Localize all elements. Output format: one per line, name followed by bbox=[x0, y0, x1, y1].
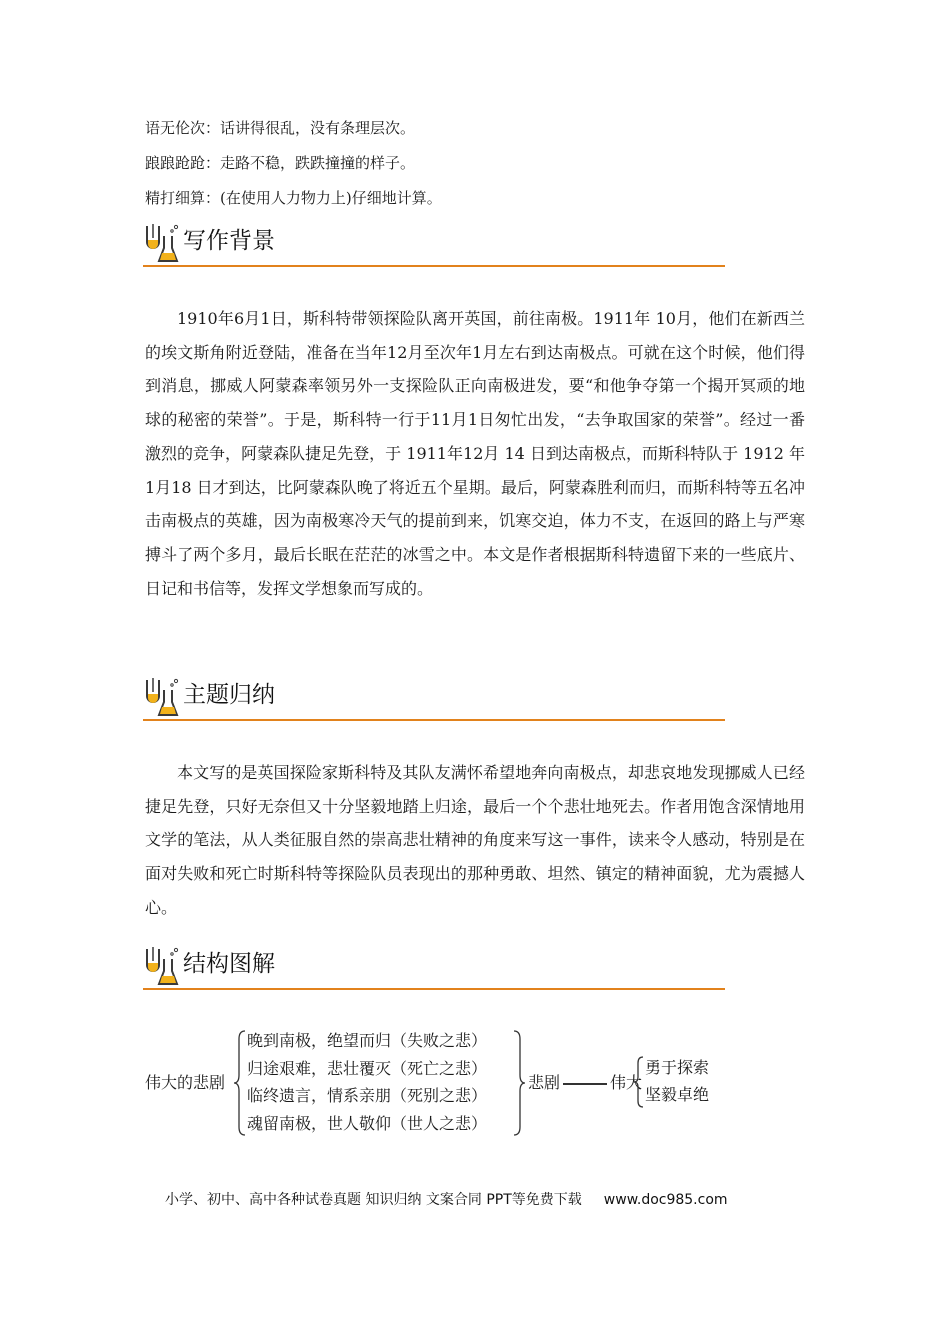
section-header-background bbox=[143, 222, 725, 266]
definitions-list bbox=[145, 118, 805, 223]
dash-connector bbox=[563, 1083, 607, 1085]
diagram-item: 临终遗言，情系亲朋（死别之悲） bbox=[247, 1086, 488, 1105]
definition-item: 踉踉跄跄：走路不稳，跌跌撞撞的样子。 bbox=[145, 154, 416, 172]
diagram-item: 魂留南极，世人敬仰（世人之悲） bbox=[247, 1113, 488, 1133]
diagram-root-label: 伟大的悲剧 bbox=[145, 1073, 226, 1092]
chemistry-flask-icon bbox=[143, 222, 181, 266]
diagram-item: 归途艰难，悲壮覆灭（死亡之悲） bbox=[247, 1058, 488, 1078]
diagram-right-items bbox=[645, 1054, 709, 1108]
footer-url[interactable]: www.doc985.com bbox=[603, 1192, 728, 1208]
section-title: 写作背景 bbox=[183, 228, 275, 254]
section-header-theme bbox=[143, 676, 725, 720]
theme-paragraph: 本文写的是英国探险家斯科特及其队友满怀希望地奔向南极点，却悲哀地发现挪威人已经捷足先登，只好无奈但又十分坚毅地踏上归途，最后一个个悲壮地死去。作者用饱含深情地用文学的笔法，从人类征服自然的崇高悲壮精神的角度来写这一事件，读来令人感动，特别是在面对失败和死亡时斯科特等探险队员表现出的那种勇敢、坦然、镇定的精神面貌，尤为震撼人心。 bbox=[145, 763, 805, 917]
footer-text: 小学、初中、高中各种试卷真题 知识归纳 文案合同 PPT等免费下载 bbox=[165, 1192, 582, 1208]
chemistry-flask-icon bbox=[143, 676, 181, 720]
diagram-right-item: 坚毅卓绝 bbox=[645, 1085, 710, 1104]
definition-item: 精打细算：(在使用人力物力上)仔细地计算。 bbox=[145, 189, 442, 207]
diagram-right-item: 勇于探索 bbox=[645, 1058, 710, 1077]
left-brace bbox=[233, 1029, 247, 1137]
section-divider bbox=[143, 265, 725, 267]
background-paragraph: 1910年6月1日，斯科特带领探险队离开英国，前往南极。1911年 10月，他们在新西兰的埃文斯角附近登陆，准备在当年12月至次年1月左右到达南极点。可就在这个时候，他们得到消息，挪威人阿蒙森率领另外一支探险队正向南极进发，要“和他争夺第一个揭开冥顽的地球的秘密的荣誉”。于是，斯科特一行于11月1日匆忙出发，“去争取国家的荣誉”。经过一番激烈的竞争，阿蒙森队捷足先登，于 1911年12月 14 日到达南极点，而斯科特队于 1912 年1月18 日才到达，比阿蒙森队晚了将近五个星期。最后，阿蒙森胜利而归，而斯科特等五名冲击南极点的英雄，因为南极寒冷天气的提前到来，饥寒交迫，体力不支，在返回的路上与严寒搏斗了两个多月，最后长眠在茫茫的冰雪之中。本文是作者根据斯科特遗留下来的一些底片、日记和书信等，发挥文学想象而写成的。 bbox=[145, 309, 805, 598]
page-footer bbox=[165, 1190, 728, 1210]
chemistry-flask-icon bbox=[143, 945, 181, 989]
definition-item: 语无伦次：话讲得很乱，没有条理层次。 bbox=[145, 119, 416, 137]
right-brace bbox=[512, 1029, 526, 1137]
section-title: 主题归纳 bbox=[183, 682, 275, 708]
diagram-items bbox=[247, 1027, 487, 1137]
section-divider bbox=[143, 988, 725, 990]
small-left-brace bbox=[633, 1055, 645, 1109]
diagram-middle-right: 伟大 bbox=[610, 1073, 643, 1092]
structure-diagram bbox=[145, 1027, 745, 1137]
diagram-middle-left: 悲剧 bbox=[528, 1073, 561, 1092]
section-divider bbox=[143, 719, 725, 721]
diagram-middle bbox=[528, 1069, 642, 1097]
diagram-item: 晚到南极，绝望而归（失败之悲） bbox=[247, 1031, 488, 1050]
section-header-structure bbox=[143, 945, 725, 989]
section-title: 结构图解 bbox=[183, 951, 275, 977]
